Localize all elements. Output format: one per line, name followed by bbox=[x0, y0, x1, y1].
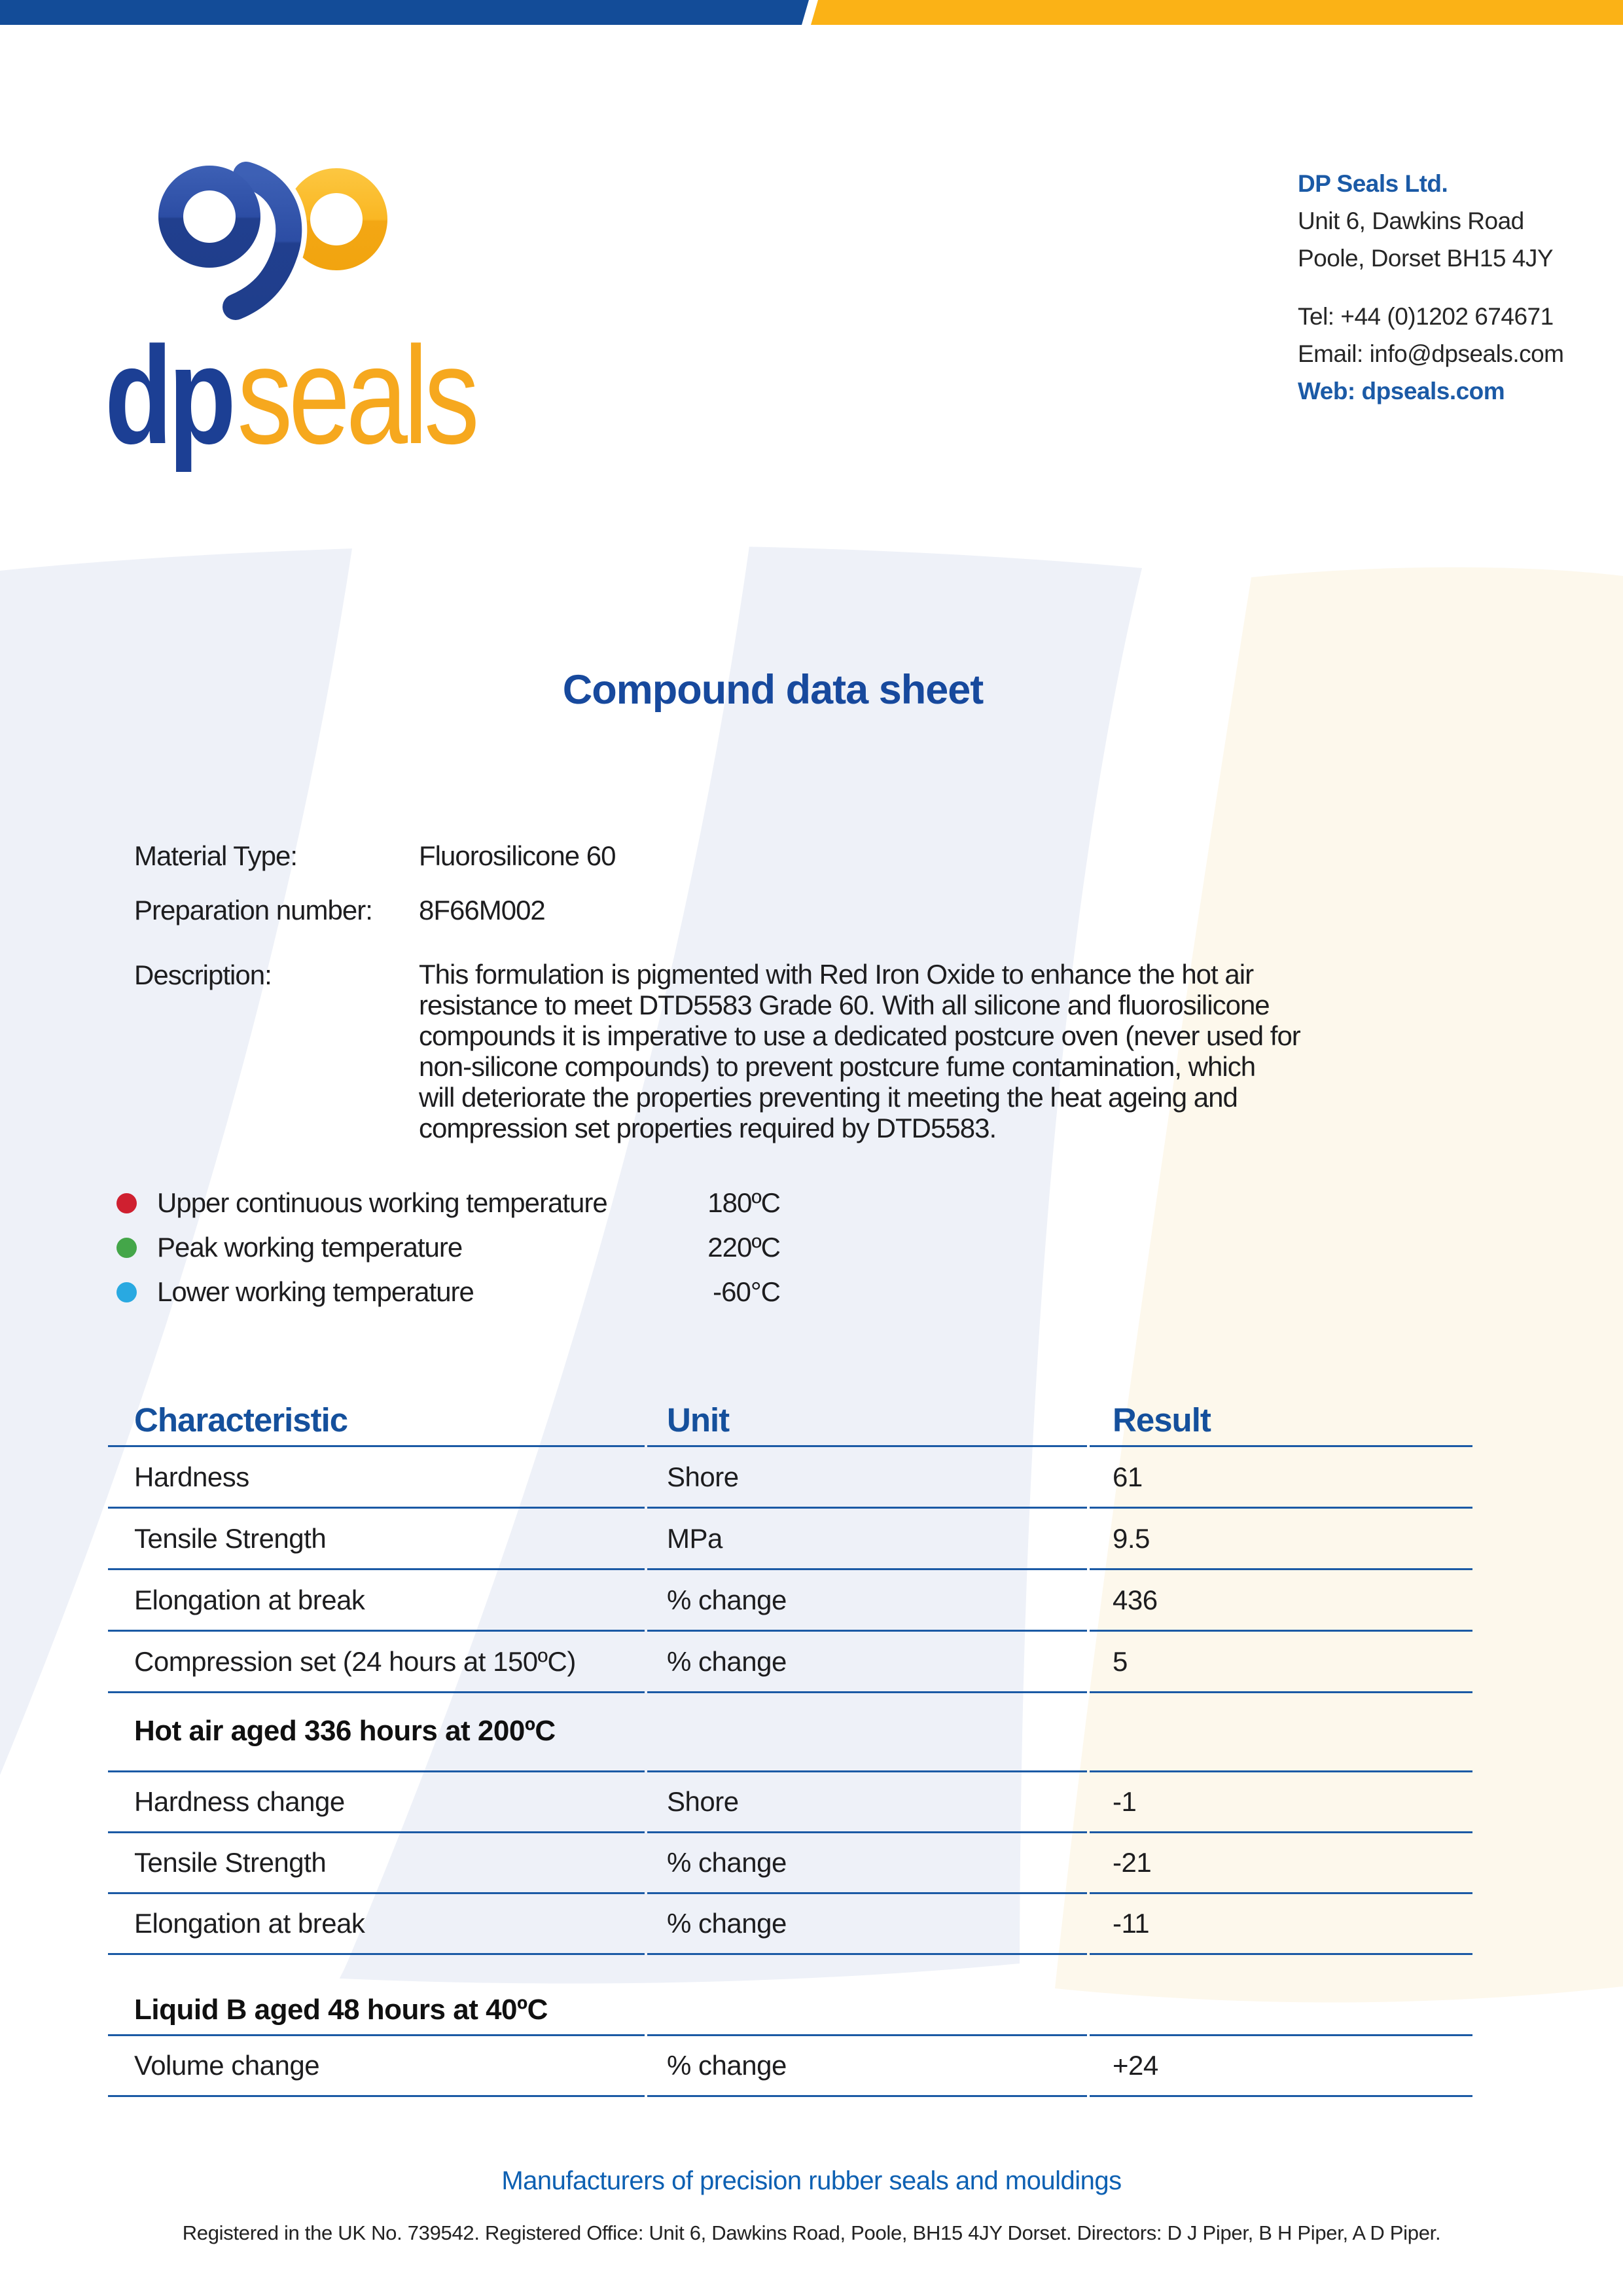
material-type-label: Material Type: bbox=[134, 840, 298, 871]
rule-segment bbox=[108, 1691, 645, 1693]
table-row bbox=[108, 1630, 1472, 1691]
table-row bbox=[108, 2034, 1472, 2095]
table-cell: % change bbox=[647, 2034, 1087, 2095]
table-row bbox=[108, 1568, 1472, 1630]
top-color-bar bbox=[0, 0, 1623, 25]
table-cell: -11 bbox=[1090, 1892, 1472, 1953]
material-type-row bbox=[134, 840, 616, 872]
table-cell: 61 bbox=[1090, 1445, 1472, 1507]
preparation-number-row bbox=[134, 894, 545, 927]
description-line: compounds it is imperative to use a dedicated postcure oven (never used for bbox=[419, 1020, 1300, 1051]
table-bottom-rule bbox=[108, 1953, 1472, 1955]
description-line: This formulation is pigmented with Red Iron Oxide to enhance the hot air bbox=[419, 959, 1254, 990]
rule-segment bbox=[108, 2095, 645, 2097]
table-section-title: Hot air aged 336 hours at 200ºC bbox=[134, 1715, 556, 1747]
table-cell: % change bbox=[647, 1568, 1087, 1630]
website-line: Web: dpseals.com bbox=[1298, 378, 1505, 404]
table-cell: -1 bbox=[1090, 1770, 1472, 1831]
table-row bbox=[108, 1892, 1472, 1953]
table-cell: 9.5 bbox=[1090, 1507, 1472, 1568]
description-line: non-silicone compounds) to prevent postcure fume contamination, which bbox=[419, 1051, 1256, 1082]
table-cell: % change bbox=[647, 1892, 1087, 1953]
dp-seals-rings-icon bbox=[149, 159, 398, 323]
rule-segment bbox=[647, 2095, 1087, 2097]
bullet-dot-icon bbox=[116, 1282, 137, 1302]
table-cell: Hardness bbox=[108, 1445, 645, 1507]
table-cell: 436 bbox=[1090, 1568, 1472, 1630]
table-cell: Elongation at break bbox=[108, 1568, 645, 1630]
table-cell: 5 bbox=[1090, 1630, 1472, 1691]
bullet-dot-icon bbox=[116, 1193, 137, 1213]
temperature-value: -60°C bbox=[713, 1276, 780, 1307]
description-row bbox=[134, 959, 1300, 1143]
table-bottom-rule bbox=[108, 2095, 1472, 2097]
phone-line: Tel: +44 (0)1202 674671 bbox=[1298, 303, 1554, 330]
table-row bbox=[108, 1831, 1472, 1892]
table-row bbox=[108, 1770, 1472, 1831]
rule-segment bbox=[647, 1691, 1087, 1693]
description-text bbox=[419, 959, 1300, 1143]
table-cell: Shore bbox=[647, 1445, 1087, 1507]
table-cell: % change bbox=[647, 1630, 1087, 1691]
preparation-number-value: 8F66M002 bbox=[419, 895, 545, 925]
temperature-list-item bbox=[116, 1181, 780, 1225]
characteristics-table bbox=[108, 1394, 1472, 2097]
footer-legal-text: Registered in the UK No. 739542. Registered Office: Unit 6, Dawkins Road, Poole, BH15 4JY Dorset. Directors: D J Piper, B H Piper, A D Piper. bbox=[182, 2221, 1441, 2244]
description-line: compression set properties required by DTD5583. bbox=[419, 1113, 997, 1143]
rule-segment bbox=[1090, 1691, 1472, 1693]
table-cell: Tensile Strength bbox=[108, 1831, 645, 1892]
temperature-label: Upper continuous working temperature bbox=[157, 1187, 607, 1218]
table-cell: Compression set (24 hours at 150ºC) bbox=[108, 1630, 645, 1691]
description-line: resistance to meet DTD5583 Grade 60. With all silicone and fluorosilicone bbox=[419, 990, 1270, 1020]
table-cell: Characteristic bbox=[134, 1401, 348, 1439]
email-line: Email: info@dpseals.com bbox=[1298, 340, 1564, 367]
temperature-value: 220ºC bbox=[707, 1232, 780, 1263]
table-row bbox=[108, 1507, 1472, 1568]
rule-segment bbox=[108, 1953, 645, 1955]
rule-segment bbox=[647, 1953, 1087, 1955]
temperature-list-item bbox=[116, 1225, 780, 1270]
table-header-row bbox=[108, 1394, 1472, 1445]
table-bottom-rule bbox=[108, 1691, 1472, 1693]
wordmark-dp: dp bbox=[105, 317, 232, 473]
table-section-title: Liquid B aged 48 hours at 40ºC bbox=[134, 1994, 548, 2026]
table-cell: Volume change bbox=[108, 2034, 645, 2095]
table-cell: Unit bbox=[667, 1401, 730, 1439]
material-type-value: Fluorosilicone 60 bbox=[419, 840, 616, 871]
page-title: Compound data sheet bbox=[562, 667, 984, 713]
table-cell: % change bbox=[647, 1831, 1087, 1892]
working-temperature-list bbox=[116, 1181, 780, 1314]
table-cell: +24 bbox=[1090, 2034, 1472, 2095]
wordmark-seals: seals bbox=[237, 317, 476, 473]
table-cell: Tensile Strength bbox=[108, 1507, 645, 1568]
temperature-label: Lower working temperature bbox=[157, 1276, 474, 1307]
temperature-value: 180ºC bbox=[707, 1187, 780, 1218]
company-contact-block bbox=[1298, 165, 1564, 410]
temperature-list-item bbox=[116, 1270, 780, 1314]
contact-spacer bbox=[1298, 277, 1564, 298]
table-cell: Hardness change bbox=[108, 1770, 645, 1831]
description-line: will deteriorate the properties preventing it meeting the heat ageing and bbox=[419, 1082, 1238, 1113]
rule-segment bbox=[1090, 1953, 1472, 1955]
table-cell: Elongation at break bbox=[108, 1892, 645, 1953]
rule-segment bbox=[1090, 2095, 1472, 2097]
address-line-1: Unit 6, Dawkins Road bbox=[1298, 207, 1524, 234]
table-row bbox=[108, 1445, 1472, 1507]
temperature-label: Peak working temperature bbox=[157, 1232, 463, 1263]
footer-tagline: Manufacturers of precision rubber seals and mouldings bbox=[501, 2166, 1122, 2195]
bullet-dot-icon bbox=[116, 1238, 137, 1258]
preparation-number-label: Preparation number: bbox=[134, 895, 372, 925]
table-cell: Result bbox=[1113, 1401, 1211, 1439]
company-name: DP Seals Ltd. bbox=[1298, 170, 1448, 197]
description-label: Description: bbox=[134, 960, 272, 990]
table-cell: -21 bbox=[1090, 1831, 1472, 1892]
address-line-2: Poole, Dorset BH15 4JY bbox=[1298, 245, 1554, 272]
table-cell: MPa bbox=[647, 1507, 1087, 1568]
table-cell: Shore bbox=[647, 1770, 1087, 1831]
dp-seals-wordmark bbox=[105, 317, 476, 473]
